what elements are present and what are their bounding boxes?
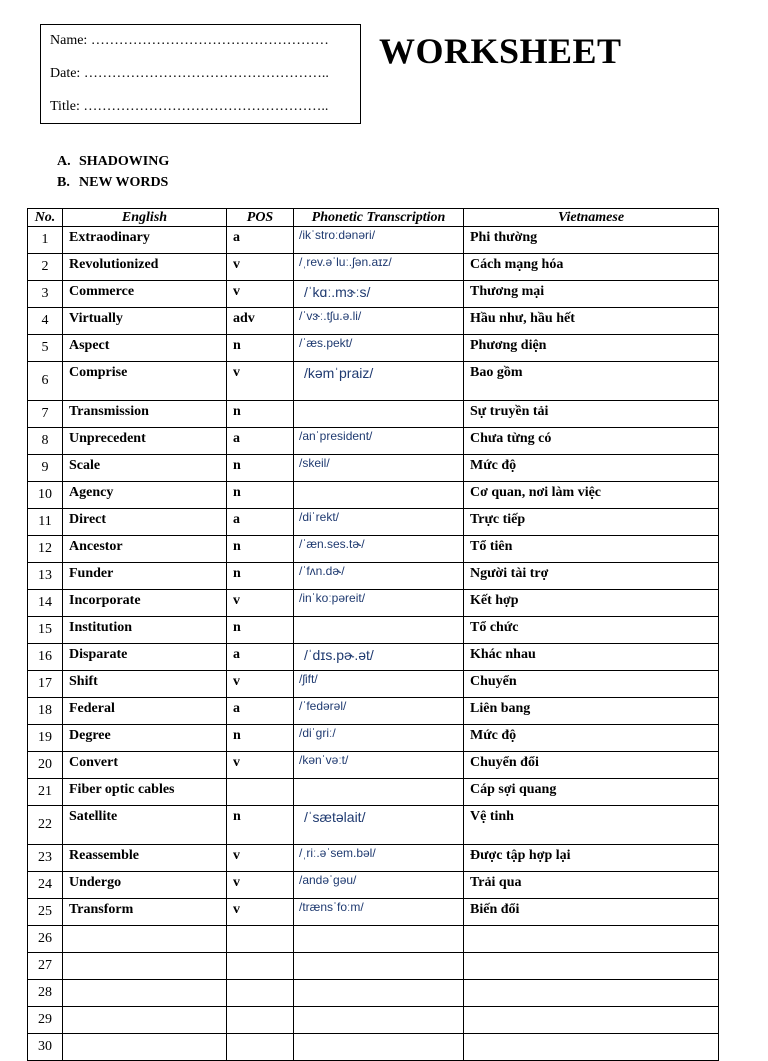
english-word: Virtually xyxy=(63,308,227,335)
vietnamese-meaning xyxy=(464,1007,719,1034)
english-word: Satellite xyxy=(63,806,227,845)
title-line: Title: …………………………………………….. xyxy=(50,99,329,114)
phonetic-transcription: /anˈpresident/ xyxy=(294,428,464,455)
phonetic-transcription: /ʃift/ xyxy=(294,671,464,698)
phonetic-transcription xyxy=(294,401,464,428)
english-word: Federal xyxy=(63,698,227,725)
vietnamese-meaning xyxy=(464,980,719,1007)
english-word: Funder xyxy=(63,563,227,590)
row-number: 11 xyxy=(28,509,63,536)
part-of-speech: v xyxy=(227,254,294,281)
table-row xyxy=(28,698,719,725)
phonetic-transcription: /kəmˈpraiz/ xyxy=(294,362,464,401)
part-of-speech: n xyxy=(227,725,294,752)
phonetic-transcription: /ˈfʌn.dɚ/ xyxy=(294,563,464,590)
phonetic-transcription: /ˈvɝː.tʃu.ə.li/ xyxy=(294,308,464,335)
row-number: 18 xyxy=(28,698,63,725)
english-word: Comprise xyxy=(63,362,227,401)
part-of-speech: n xyxy=(227,455,294,482)
phonetic-transcription xyxy=(294,1034,464,1061)
part-of-speech: v xyxy=(227,590,294,617)
worksheet-title: WORKSHEET xyxy=(379,31,622,71)
part-of-speech: n xyxy=(227,536,294,563)
part-of-speech xyxy=(227,926,294,953)
table-row xyxy=(28,617,719,644)
part-of-speech: n xyxy=(227,335,294,362)
phonetic-transcription: /ˈfedərəl/ xyxy=(294,698,464,725)
phonetic-transcription: /ˈkɑː.mɝːs/ xyxy=(294,281,464,308)
part-of-speech: n xyxy=(227,806,294,845)
phonetic-transcription xyxy=(294,779,464,806)
col-header-no: No. xyxy=(28,209,63,227)
section-a-label: SHADOWING xyxy=(79,154,170,169)
phonetic-transcription xyxy=(294,617,464,644)
vietnamese-meaning: Trải qua xyxy=(464,872,719,899)
row-number: 3 xyxy=(28,281,63,308)
vietnamese-meaning: Bao gồm xyxy=(464,362,719,401)
part-of-speech: a xyxy=(227,698,294,725)
english-word xyxy=(63,953,227,980)
table-row xyxy=(28,428,719,455)
english-word: Shift xyxy=(63,671,227,698)
table-row xyxy=(28,980,719,1007)
phonetic-transcription: /inˈkoːpəreit/ xyxy=(294,590,464,617)
part-of-speech xyxy=(227,1034,294,1061)
english-word: Transmission xyxy=(63,401,227,428)
phonetic-transcription: /ikˈstroːdənəri/ xyxy=(294,227,464,254)
row-number: 13 xyxy=(28,563,63,590)
student-info-box xyxy=(40,24,361,124)
english-word: Commerce xyxy=(63,281,227,308)
vietnamese-meaning: Cơ quan, nơi làm việc xyxy=(464,482,719,509)
part-of-speech: a xyxy=(227,428,294,455)
phonetic-transcription: /ˈdɪs.pɚ.ət/ xyxy=(294,644,464,671)
english-word: Undergo xyxy=(63,872,227,899)
part-of-speech: a xyxy=(227,509,294,536)
row-number: 30 xyxy=(28,1034,63,1061)
vietnamese-meaning: Sự truyền tải xyxy=(464,401,719,428)
table-row xyxy=(28,308,719,335)
table-row xyxy=(28,563,719,590)
row-number: 21 xyxy=(28,779,63,806)
english-word: Scale xyxy=(63,455,227,482)
vietnamese-meaning: Phi thường xyxy=(464,227,719,254)
vietnamese-meaning: Vệ tinh xyxy=(464,806,719,845)
section-b-letter: B. xyxy=(57,175,70,190)
row-number: 29 xyxy=(28,1007,63,1034)
vocabulary-table xyxy=(27,208,719,1061)
english-word: Incorporate xyxy=(63,590,227,617)
vietnamese-meaning: Mức độ xyxy=(464,455,719,482)
row-number: 14 xyxy=(28,590,63,617)
row-number: 28 xyxy=(28,980,63,1007)
english-word: Fiber optic cables xyxy=(63,779,227,806)
part-of-speech: a xyxy=(227,644,294,671)
phonetic-transcription xyxy=(294,980,464,1007)
vietnamese-meaning: Chuyển đổi xyxy=(464,752,719,779)
part-of-speech: v xyxy=(227,281,294,308)
row-number: 25 xyxy=(28,899,63,926)
english-word: Convert xyxy=(63,752,227,779)
section-b xyxy=(57,175,168,191)
part-of-speech: v xyxy=(227,845,294,872)
english-word xyxy=(63,1007,227,1034)
row-number: 6 xyxy=(28,362,63,401)
phonetic-transcription: /diˈrekt/ xyxy=(294,509,464,536)
table-row xyxy=(28,281,719,308)
vietnamese-meaning: Được tập hợp lại xyxy=(464,845,719,872)
english-word: Reassemble xyxy=(63,845,227,872)
col-header-vietnamese: Vietnamese xyxy=(464,209,719,227)
row-number: 19 xyxy=(28,725,63,752)
table-row xyxy=(28,536,719,563)
row-number: 27 xyxy=(28,953,63,980)
phonetic-transcription: /andəˈgəu/ xyxy=(294,872,464,899)
part-of-speech xyxy=(227,980,294,1007)
col-header-phonetic: Phonetic Transcription xyxy=(294,209,464,227)
table-row xyxy=(28,845,719,872)
english-word: Disparate xyxy=(63,644,227,671)
vietnamese-meaning: Chưa từng có xyxy=(464,428,719,455)
part-of-speech xyxy=(227,953,294,980)
vietnamese-meaning: Kết hợp xyxy=(464,590,719,617)
table-row xyxy=(28,227,719,254)
english-word xyxy=(63,980,227,1007)
name-line: Name: …………………………………………… xyxy=(50,33,329,48)
vietnamese-meaning xyxy=(464,953,719,980)
english-word: Transform xyxy=(63,899,227,926)
table-row xyxy=(28,752,719,779)
vietnamese-meaning: Chuyển xyxy=(464,671,719,698)
english-word: Institution xyxy=(63,617,227,644)
vietnamese-meaning xyxy=(464,926,719,953)
row-number: 26 xyxy=(28,926,63,953)
col-header-pos: POS xyxy=(227,209,294,227)
row-number: 4 xyxy=(28,308,63,335)
row-number: 24 xyxy=(28,872,63,899)
phonetic-transcription xyxy=(294,953,464,980)
vietnamese-meaning: Thương mại xyxy=(464,281,719,308)
vietnamese-meaning: Tổ chức xyxy=(464,617,719,644)
english-word: Agency xyxy=(63,482,227,509)
table-row xyxy=(28,482,719,509)
vietnamese-meaning: Phương diện xyxy=(464,335,719,362)
table-row xyxy=(28,779,719,806)
english-word xyxy=(63,926,227,953)
table-row xyxy=(28,899,719,926)
table-row xyxy=(28,590,719,617)
table-row xyxy=(28,872,719,899)
row-number: 5 xyxy=(28,335,63,362)
part-of-speech: n xyxy=(227,401,294,428)
row-number: 23 xyxy=(28,845,63,872)
part-of-speech: v xyxy=(227,899,294,926)
table-row xyxy=(28,953,719,980)
row-number: 15 xyxy=(28,617,63,644)
row-number: 17 xyxy=(28,671,63,698)
part-of-speech: n xyxy=(227,482,294,509)
vietnamese-meaning: Cách mạng hóa xyxy=(464,254,719,281)
english-word: Aspect xyxy=(63,335,227,362)
vietnamese-meaning: Tổ tiên xyxy=(464,536,719,563)
row-number: 22 xyxy=(28,806,63,845)
table-row xyxy=(28,926,719,953)
table-row xyxy=(28,1034,719,1061)
english-word: Extraodinary xyxy=(63,227,227,254)
row-number: 12 xyxy=(28,536,63,563)
table-row xyxy=(28,335,719,362)
vietnamese-meaning xyxy=(464,1034,719,1061)
phonetic-transcription: /ˌrev.əˈluː.ʃən.aɪz/ xyxy=(294,254,464,281)
english-word: Ancestor xyxy=(63,536,227,563)
english-word: Direct xyxy=(63,509,227,536)
date-line: Date: …………………………………………….. xyxy=(50,66,329,81)
part-of-speech: adv xyxy=(227,308,294,335)
vietnamese-meaning: Cáp sợi quang xyxy=(464,779,719,806)
vietnamese-meaning: Hầu như, hầu hết xyxy=(464,308,719,335)
table-row xyxy=(28,455,719,482)
row-number: 8 xyxy=(28,428,63,455)
table-row xyxy=(28,644,719,671)
phonetic-transcription xyxy=(294,482,464,509)
phonetic-transcription: /kənˈvəːt/ xyxy=(294,752,464,779)
section-a-letter: A. xyxy=(57,154,71,169)
table-row xyxy=(28,725,719,752)
table-row xyxy=(28,401,719,428)
phonetic-transcription: /diˈgriː/ xyxy=(294,725,464,752)
phonetic-transcription: /trænsˈfoːm/ xyxy=(294,899,464,926)
row-number: 9 xyxy=(28,455,63,482)
english-word: Degree xyxy=(63,725,227,752)
table-row xyxy=(28,362,719,401)
vietnamese-meaning: Mức độ xyxy=(464,725,719,752)
part-of-speech: v xyxy=(227,671,294,698)
part-of-speech: v xyxy=(227,872,294,899)
part-of-speech: v xyxy=(227,362,294,401)
table-row xyxy=(28,806,719,845)
table-row xyxy=(28,254,719,281)
col-header-english: English xyxy=(63,209,227,227)
english-word xyxy=(63,1034,227,1061)
phonetic-transcription: /ˈsætəlait/ xyxy=(294,806,464,845)
vietnamese-meaning: Trực tiếp xyxy=(464,509,719,536)
part-of-speech: n xyxy=(227,563,294,590)
row-number: 10 xyxy=(28,482,63,509)
vietnamese-meaning: Liên bang xyxy=(464,698,719,725)
row-number: 7 xyxy=(28,401,63,428)
table-row xyxy=(28,671,719,698)
table-row xyxy=(28,509,719,536)
vietnamese-meaning: Khác nhau xyxy=(464,644,719,671)
part-of-speech: n xyxy=(227,617,294,644)
section-b-label: NEW WORDS xyxy=(79,175,169,190)
vietnamese-meaning: Biến đổi xyxy=(464,899,719,926)
part-of-speech xyxy=(227,779,294,806)
phonetic-transcription xyxy=(294,1007,464,1034)
row-number: 20 xyxy=(28,752,63,779)
row-number: 16 xyxy=(28,644,63,671)
row-number: 2 xyxy=(28,254,63,281)
phonetic-transcription: /ˌriː.əˈsem.bəl/ xyxy=(294,845,464,872)
phonetic-transcription: /ˈæs.pekt/ xyxy=(294,335,464,362)
phonetic-transcription: /ˈæn.ses.tɚ/ xyxy=(294,536,464,563)
part-of-speech: v xyxy=(227,752,294,779)
phonetic-transcription xyxy=(294,926,464,953)
section-a xyxy=(57,154,169,170)
phonetic-transcription: /skeil/ xyxy=(294,455,464,482)
table-header-row xyxy=(28,209,719,227)
part-of-speech: a xyxy=(227,227,294,254)
english-word: Unprecedent xyxy=(63,428,227,455)
vietnamese-meaning: Người tài trợ xyxy=(464,563,719,590)
row-number: 1 xyxy=(28,227,63,254)
table-row xyxy=(28,1007,719,1034)
english-word: Revolutionized xyxy=(63,254,227,281)
part-of-speech xyxy=(227,1007,294,1034)
